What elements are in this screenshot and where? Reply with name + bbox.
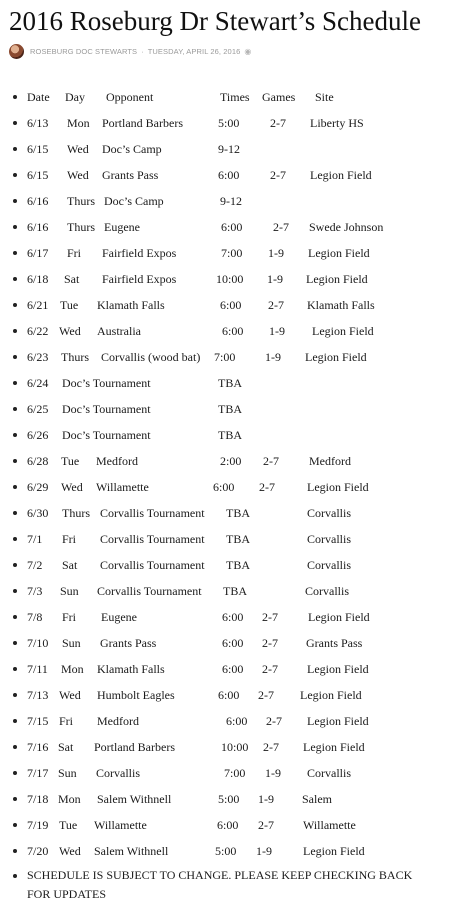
cell-site: Medford (309, 454, 351, 468)
bullet (13, 95, 17, 99)
cell-site: Liberty HS (310, 116, 364, 130)
header-time: Times (220, 90, 250, 104)
cell-date: 7/15 (27, 714, 49, 728)
schedule-row (0, 578, 457, 604)
cell-games: 2-7 (262, 610, 278, 624)
cell-time: 6:00 (213, 480, 235, 494)
bullet (13, 173, 17, 177)
bullet (13, 563, 17, 567)
cell-time: 5:00 (215, 844, 237, 858)
cell-opponent: Willamette (94, 818, 147, 832)
cell-day: Sun (60, 584, 79, 598)
schedule-row (0, 162, 457, 188)
cell-time: TBA (218, 402, 242, 416)
cell-opponent: Portland Barbers (94, 740, 175, 754)
cell-opponent: Salem Withnell (94, 844, 169, 858)
cell-opponent: Grants Pass (100, 636, 157, 650)
cell-date: 6/18 (27, 272, 49, 286)
cell-day: Wed (59, 324, 81, 338)
cell-games: 2-7 (259, 480, 275, 494)
cell-date: 6/13 (27, 116, 49, 130)
post-title: 2016 Roseburg Dr Stewart’s Schedule (9, 6, 421, 36)
cell-time: 7:00 (214, 350, 236, 364)
cell-site: Legion Field (310, 168, 372, 182)
cell-time: TBA (226, 532, 250, 546)
bullet (13, 355, 17, 359)
cell-site: Legion Field (307, 714, 369, 728)
schedule-row (0, 370, 457, 396)
cell-site: Legion Field (312, 324, 374, 338)
cell-games: 2-7 (263, 740, 279, 754)
schedule-list (0, 84, 457, 904)
cell-time: 6:00 (220, 298, 242, 312)
cell-site: Corvallis (307, 558, 351, 572)
schedule-row (0, 838, 457, 864)
cell-time: 6:00 (222, 636, 244, 650)
cell-time: 9-12 (218, 142, 240, 156)
cell-day: Sat (62, 558, 78, 572)
cell-day: Wed (59, 688, 81, 702)
header-day: Day (65, 90, 85, 104)
bullet (13, 537, 17, 541)
schedule-row (0, 500, 457, 526)
cell-time: 6:00 (222, 324, 244, 338)
bullet (13, 459, 17, 463)
cell-opponent: Humbolt Eagles (97, 688, 175, 702)
schedule-row (0, 266, 457, 292)
cell-time: 9-12 (220, 194, 242, 208)
author-name[interactable]: ROSEBURG DOC STEWARTS (30, 46, 138, 56)
cell-day: Thurs (67, 194, 95, 208)
cell-day: Wed (67, 168, 89, 182)
cell-time: 5:00 (218, 792, 240, 806)
schedule-row (0, 552, 457, 578)
cell-site: Corvallis (307, 506, 351, 520)
cell-opponent: Doc’s Camp (104, 194, 164, 208)
cell-day: Mon (58, 792, 81, 806)
cell-date: 6/16 (27, 194, 49, 208)
bullet (13, 433, 17, 437)
cell-opponent: Doc’s Tournament (62, 402, 151, 416)
cell-day: Fri (62, 532, 77, 546)
cell-day: Sun (58, 766, 77, 780)
bullet (13, 381, 17, 385)
cell-time: 10:00 (221, 740, 249, 754)
cell-games: 1-9 (265, 766, 281, 780)
cell-time: 6:00 (222, 610, 244, 624)
schedule-row (0, 188, 457, 214)
cell-site: Willamette (303, 818, 356, 832)
cell-day: Mon (67, 116, 90, 130)
bullet (13, 667, 17, 671)
bullet (13, 745, 17, 749)
schedule-row (0, 708, 457, 734)
schedule-row (0, 292, 457, 318)
cell-time: TBA (226, 506, 250, 520)
cell-games: 2-7 (268, 298, 284, 312)
cell-day: Wed (67, 142, 89, 156)
schedule-row (0, 682, 457, 708)
cell-games: 2-7 (258, 818, 274, 832)
cell-games: 1-9 (258, 792, 274, 806)
cell-time: TBA (226, 558, 250, 572)
cell-time: 6:00 (221, 220, 243, 234)
header-opponent: Opponent (106, 90, 154, 104)
cell-day: Fri (62, 610, 77, 624)
bullet (13, 719, 17, 723)
cell-opponent: Corvallis Tournament (97, 584, 202, 598)
cell-site: Grants Pass (306, 636, 363, 650)
bullet (13, 329, 17, 333)
cell-games: 2-7 (258, 688, 274, 702)
bullet (13, 615, 17, 619)
cell-opponent: Klamath Falls (97, 298, 165, 312)
cell-opponent: Doc’s Tournament (62, 376, 151, 390)
bullet (13, 199, 17, 203)
cell-site: Legion Field (300, 688, 362, 702)
cell-opponent: Grants Pass (102, 168, 159, 182)
header-site: Site (315, 90, 334, 104)
cell-time: 2:00 (220, 454, 242, 468)
bullet (13, 407, 17, 411)
cell-date: 6/17 (27, 246, 49, 260)
cell-date: 6/28 (27, 454, 49, 468)
bullet (13, 251, 17, 255)
schedule-row (0, 786, 457, 812)
cell-games: 2-7 (262, 636, 278, 650)
schedule-header-row (0, 84, 457, 110)
cell-games: 1-9 (256, 844, 272, 858)
cell-games: 2-7 (270, 116, 286, 130)
cell-site: Legion Field (307, 662, 369, 676)
cell-day: Sun (62, 636, 81, 650)
cell-games: 1-9 (267, 272, 283, 286)
cell-date: 7/10 (27, 636, 49, 650)
meta-separator: · (141, 46, 144, 56)
cell-opponent: Australia (97, 324, 141, 338)
cell-time: TBA (218, 376, 242, 390)
bullet (13, 511, 17, 515)
cell-date: 7/19 (27, 818, 49, 832)
cell-date: 6/29 (27, 480, 49, 494)
cell-date: 6/23 (27, 350, 49, 364)
bullet (13, 225, 17, 229)
schedule-row (0, 240, 457, 266)
cell-games: 1-9 (268, 246, 284, 260)
cell-day: Wed (61, 480, 83, 494)
schedule-row (0, 448, 457, 474)
schedule-row (0, 734, 457, 760)
post-meta (9, 43, 251, 59)
schedule-row (0, 474, 457, 500)
cell-day: Tue (60, 298, 79, 312)
cell-date: 6/22 (27, 324, 49, 338)
cell-site: Corvallis (307, 766, 351, 780)
cell-day: Sat (58, 740, 74, 754)
bullet (13, 641, 17, 645)
schedule-row (0, 136, 457, 162)
bullet (13, 589, 17, 593)
cell-time: 10:00 (216, 272, 244, 286)
cell-site: Corvallis (305, 584, 349, 598)
cell-site: Legion Field (306, 272, 368, 286)
cell-opponent: Corvallis (wood bat) (101, 350, 201, 364)
cell-time: 6:00 (218, 168, 240, 182)
cell-opponent: Klamath Falls (97, 662, 165, 676)
cell-date: 7/2 (27, 558, 43, 572)
cell-site: Corvallis (307, 532, 351, 546)
cell-time: 7:00 (224, 766, 246, 780)
bullet (13, 849, 17, 853)
bullet (13, 797, 17, 801)
cell-opponent: Doc’s Tournament (62, 428, 151, 442)
schedule-row (0, 318, 457, 344)
cell-date: 7/16 (27, 740, 49, 754)
schedule-row (0, 630, 457, 656)
cell-opponent: Corvallis Tournament (100, 532, 205, 546)
cell-games: 2-7 (273, 220, 289, 234)
cell-time: 6:00 (226, 714, 248, 728)
cell-opponent: Corvallis Tournament (100, 558, 205, 572)
bullet (13, 874, 17, 878)
cell-date: 7/18 (27, 792, 49, 806)
cell-opponent: Corvallis (96, 766, 140, 780)
bullet (13, 485, 17, 489)
header-date: Date (27, 90, 50, 104)
cell-day: Fri (67, 246, 82, 260)
cell-site: Swede Johnson (309, 220, 384, 234)
cell-time: 5:00 (218, 116, 240, 130)
cell-time: 6:00 (218, 688, 240, 702)
cell-opponent: Medford (96, 454, 138, 468)
cell-time: 6:00 (217, 818, 239, 832)
post-date[interactable]: TUESDAY, APRIL 26, 2016 (147, 46, 241, 56)
cell-date: 7/11 (27, 662, 48, 676)
bullet (13, 693, 17, 697)
cell-opponent: Willamette (96, 480, 149, 494)
cell-time: TBA (218, 428, 242, 442)
cell-day: Fri (59, 714, 74, 728)
cell-opponent: Fairfield Expos (102, 246, 177, 260)
cell-time: 6:00 (222, 662, 244, 676)
schedule-row (0, 344, 457, 370)
cell-site: Klamath Falls (307, 298, 375, 312)
cell-date: 6/24 (27, 376, 49, 390)
cell-date: 7/8 (27, 610, 43, 624)
cell-day: Sat (64, 272, 80, 286)
author-avatar[interactable] (9, 44, 24, 59)
schedule-row (0, 656, 457, 682)
cell-day: Mon (61, 662, 84, 676)
cell-games: 2-7 (262, 662, 278, 676)
cell-site: Legion Field (303, 740, 365, 754)
cell-date: 7/13 (27, 688, 49, 702)
cell-opponent: Fairfield Expos (102, 272, 177, 286)
cell-site: Salem (302, 792, 332, 806)
bullet (13, 823, 17, 827)
schedule-row (0, 396, 457, 422)
cell-date: 7/17 (27, 766, 49, 780)
cell-time: TBA (223, 584, 247, 598)
cell-site: Legion Field (305, 350, 367, 364)
cell-site: Legion Field (308, 246, 370, 260)
bullet (13, 277, 17, 281)
cell-day: Tue (59, 818, 78, 832)
schedule-row (0, 214, 457, 240)
cell-opponent: Salem Withnell (97, 792, 172, 806)
schedule-row (0, 422, 457, 448)
globe-icon: ◉ (244, 46, 252, 56)
cell-site: Legion Field (303, 844, 365, 858)
cell-games: 1-9 (265, 350, 281, 364)
cell-day: Thurs (67, 220, 95, 234)
cell-date: 7/3 (27, 584, 43, 598)
cell-games: 2-7 (263, 454, 279, 468)
schedule-row (0, 812, 457, 838)
cell-day: Thurs (62, 506, 90, 520)
cell-day: Thurs (61, 350, 89, 364)
cell-time: 7:00 (221, 246, 243, 260)
schedule-row (0, 110, 457, 136)
cell-opponent: Eugene (104, 220, 140, 234)
cell-games: 2-7 (266, 714, 282, 728)
cell-opponent: Corvallis Tournament (100, 506, 205, 520)
cell-date: 6/15 (27, 168, 49, 182)
bullet (13, 303, 17, 307)
schedule-row (0, 760, 457, 786)
cell-date: 6/25 (27, 402, 49, 416)
cell-date: 6/21 (27, 298, 49, 312)
cell-date: 7/20 (27, 844, 49, 858)
schedule-row (0, 526, 457, 552)
cell-date: 6/15 (27, 142, 49, 156)
cell-opponent: Portland Barbers (102, 116, 183, 130)
schedule-row (0, 604, 457, 630)
cell-games: 2-7 (270, 168, 286, 182)
cell-day: Tue (61, 454, 80, 468)
cell-date: 6/30 (27, 506, 49, 520)
cell-opponent: Medford (97, 714, 139, 728)
cell-opponent: Doc’s Camp (102, 142, 162, 156)
cell-site: Legion Field (308, 610, 370, 624)
bullet (13, 147, 17, 151)
header-games: Games (262, 90, 296, 104)
schedule-note-text: SCHEDULE IS SUBJECT TO CHANGE. PLEASE KEEP CHECKING BACK FOR UPDATES (27, 868, 413, 901)
bullet (13, 121, 17, 125)
cell-games: 1-9 (269, 324, 285, 338)
bullet (13, 771, 17, 775)
cell-date: 6/26 (27, 428, 49, 442)
cell-day: Wed (59, 844, 81, 858)
cell-opponent: Eugene (101, 610, 137, 624)
cell-site: Legion Field (307, 480, 369, 494)
cell-date: 7/1 (27, 532, 43, 546)
cell-date: 6/16 (27, 220, 49, 234)
